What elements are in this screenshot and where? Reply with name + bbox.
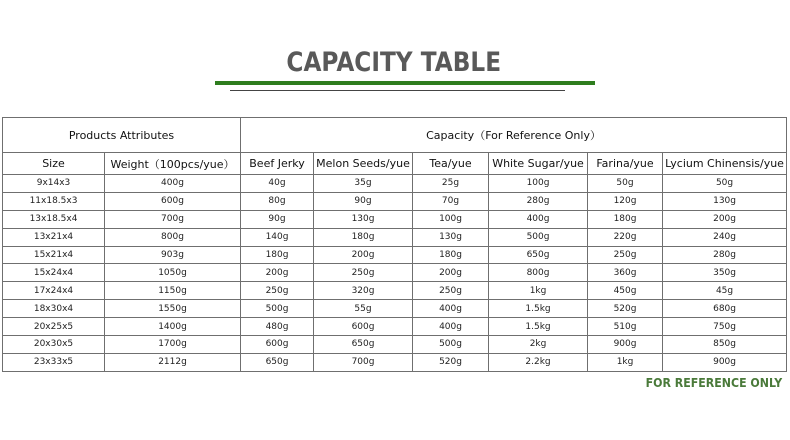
table-cell: 510g	[588, 318, 663, 336]
table-cell: 650g	[489, 246, 588, 264]
table-row	[3, 336, 787, 354]
group-header-capacity: Capacity（For Reference Only）	[241, 118, 787, 153]
table-cell: 20x30x5	[3, 336, 105, 354]
table-cell: 180g	[241, 246, 314, 264]
table-cell: 650g	[314, 336, 413, 354]
table-cell: 900g	[588, 336, 663, 354]
table-cell: 35g	[314, 175, 413, 193]
table-cell: 2112g	[105, 353, 241, 371]
table-cell: 450g	[588, 282, 663, 300]
table-cell: 400g	[413, 318, 489, 336]
table-row	[3, 353, 787, 371]
table-cell: 500g	[489, 228, 588, 246]
table-cell: 1150g	[105, 282, 241, 300]
table-cell: 1050g	[105, 264, 241, 282]
table-cell: 13x21x4	[3, 228, 105, 246]
table-cell: 18x30x4	[3, 300, 105, 318]
title-underline	[215, 81, 595, 85]
table-cell: 240g	[663, 228, 787, 246]
table-cell: 50g	[663, 175, 787, 193]
table-cell: 130g	[314, 210, 413, 228]
table-cell: 1400g	[105, 318, 241, 336]
page-title: CAPACITY TABLE	[286, 47, 502, 78]
column-header: Lycium Chinensis/yue	[663, 153, 787, 175]
table-cell: 400g	[105, 175, 241, 193]
table-row	[3, 192, 787, 210]
table-cell: 180g	[314, 228, 413, 246]
table-cell: 130g	[663, 192, 787, 210]
table-cell: 1kg	[588, 353, 663, 371]
capacity-table	[2, 117, 787, 372]
table-cell: 200g	[314, 246, 413, 264]
table-cell: 520g	[413, 353, 489, 371]
table-cell: 520g	[588, 300, 663, 318]
table-cell: 600g	[241, 336, 314, 354]
table-cell: 900g	[663, 353, 787, 371]
column-header: Melon Seeds/yue	[314, 153, 413, 175]
table-cell: 2.2kg	[489, 353, 588, 371]
table-cell: 15x21x4	[3, 246, 105, 264]
table-cell: 320g	[314, 282, 413, 300]
column-header: Size	[3, 153, 105, 175]
table-cell: 800g	[105, 228, 241, 246]
table-cell: 250g	[241, 282, 314, 300]
table-cell: 100g	[489, 175, 588, 193]
table-cell: 250g	[413, 282, 489, 300]
table-cell: 130g	[413, 228, 489, 246]
table-row	[3, 264, 787, 282]
table-cell: 280g	[663, 246, 787, 264]
table-cell: 180g	[588, 210, 663, 228]
table-cell: 15x24x4	[3, 264, 105, 282]
table-cell: 50g	[588, 175, 663, 193]
table-cell: 40g	[241, 175, 314, 193]
table-cell: 55g	[314, 300, 413, 318]
reference-note: FOR REFERENCE ONLY	[645, 375, 782, 390]
table-cell: 500g	[241, 300, 314, 318]
table-cell: 850g	[663, 336, 787, 354]
table-cell: 25g	[413, 175, 489, 193]
table-cell: 90g	[314, 192, 413, 210]
column-header: Weight（100pcs/yue）	[105, 153, 241, 175]
table-cell: 700g	[314, 353, 413, 371]
table-cell: 120g	[588, 192, 663, 210]
table-cell: 360g	[588, 264, 663, 282]
table-cell: 70g	[413, 192, 489, 210]
table-cell: 90g	[241, 210, 314, 228]
table-cell: 180g	[413, 246, 489, 264]
table-cell: 600g	[314, 318, 413, 336]
table-cell: 140g	[241, 228, 314, 246]
table-cell: 200g	[663, 210, 787, 228]
table-cell: 1550g	[105, 300, 241, 318]
table-row	[3, 246, 787, 264]
table-row	[3, 175, 787, 193]
table-cell: 250g	[314, 264, 413, 282]
table-cell: 9x14x3	[3, 175, 105, 193]
table-cell: 100g	[413, 210, 489, 228]
table-cell: 480g	[241, 318, 314, 336]
table-cell: 500g	[413, 336, 489, 354]
table-cell: 400g	[489, 210, 588, 228]
table-cell: 250g	[588, 246, 663, 264]
column-header: Tea/yue	[413, 153, 489, 175]
table-cell: 280g	[489, 192, 588, 210]
table-cell: 903g	[105, 246, 241, 264]
table-cell: 680g	[663, 300, 787, 318]
table-cell: 600g	[105, 192, 241, 210]
table-cell: 20x25x5	[3, 318, 105, 336]
column-header: Beef Jerky	[241, 153, 314, 175]
table-row	[3, 300, 787, 318]
table-cell: 23x33x5	[3, 353, 105, 371]
table-row	[3, 282, 787, 300]
group-header-products-attributes: Products Attributes	[3, 118, 241, 153]
title-divider	[230, 90, 565, 91]
table-cell: 650g	[241, 353, 314, 371]
table-cell: 17x24x4	[3, 282, 105, 300]
table-cell: 11x18.5x3	[3, 192, 105, 210]
table-row	[3, 210, 787, 228]
table-row	[3, 228, 787, 246]
table-cell: 750g	[663, 318, 787, 336]
table-cell: 400g	[413, 300, 489, 318]
table-cell: 800g	[489, 264, 588, 282]
table-cell: 2kg	[489, 336, 588, 354]
table-cell: 1.5kg	[489, 300, 588, 318]
table-cell: 200g	[241, 264, 314, 282]
table-cell: 1.5kg	[489, 318, 588, 336]
table-row	[3, 318, 787, 336]
table-cell: 350g	[663, 264, 787, 282]
table-cell: 700g	[105, 210, 241, 228]
column-header: White Sugar/yue	[489, 153, 588, 175]
table-cell: 200g	[413, 264, 489, 282]
table-cell: 80g	[241, 192, 314, 210]
table-cell: 45g	[663, 282, 787, 300]
table-cell: 220g	[588, 228, 663, 246]
table-cell: 1700g	[105, 336, 241, 354]
table-cell: 13x18.5x4	[3, 210, 105, 228]
column-header: Farina/yue	[588, 153, 663, 175]
table-cell: 1kg	[489, 282, 588, 300]
